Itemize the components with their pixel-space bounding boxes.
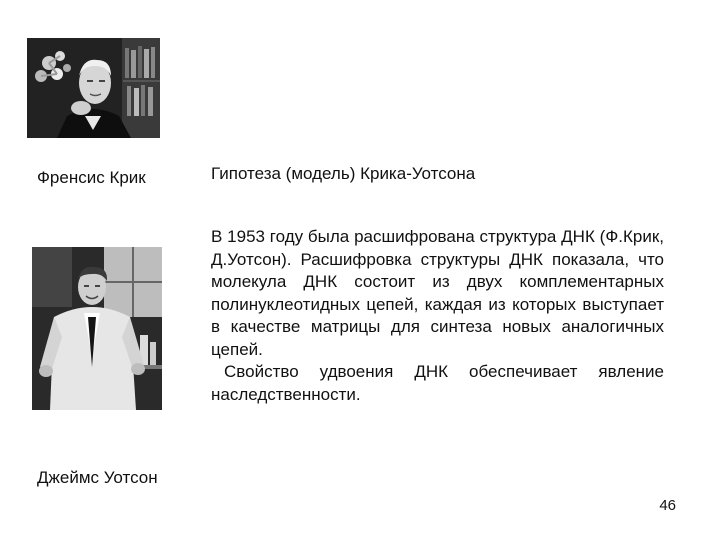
james-watson-caption: Джеймс Уотсон — [37, 468, 158, 487]
body-paragraph-1: В 1953 году была расшифрована структура ДНК (Ф.Крик, Д.Уотсон). Расшифровка структуры ДНК показала, что молекула ДНК состоит из двух комплементарных полинуклеотидных цепей, каждая из которых выступает в качестве матрицы для синтеза новых аналогичных цепей. — [211, 227, 664, 359]
slide-title: Гипотеза (модель) Крика-Уотсона — [211, 164, 476, 183]
francis-crick-photo — [27, 38, 160, 138]
francis-crick-caption: Френсис Крик — [37, 168, 146, 187]
james-watson-photo — [32, 247, 162, 410]
body-paragraph-2: Свойство удвоения ДНК обеспечивает явление наследственности. — [211, 362, 664, 404]
body-text — [211, 226, 664, 406]
page-number: 46 — [659, 497, 676, 514]
